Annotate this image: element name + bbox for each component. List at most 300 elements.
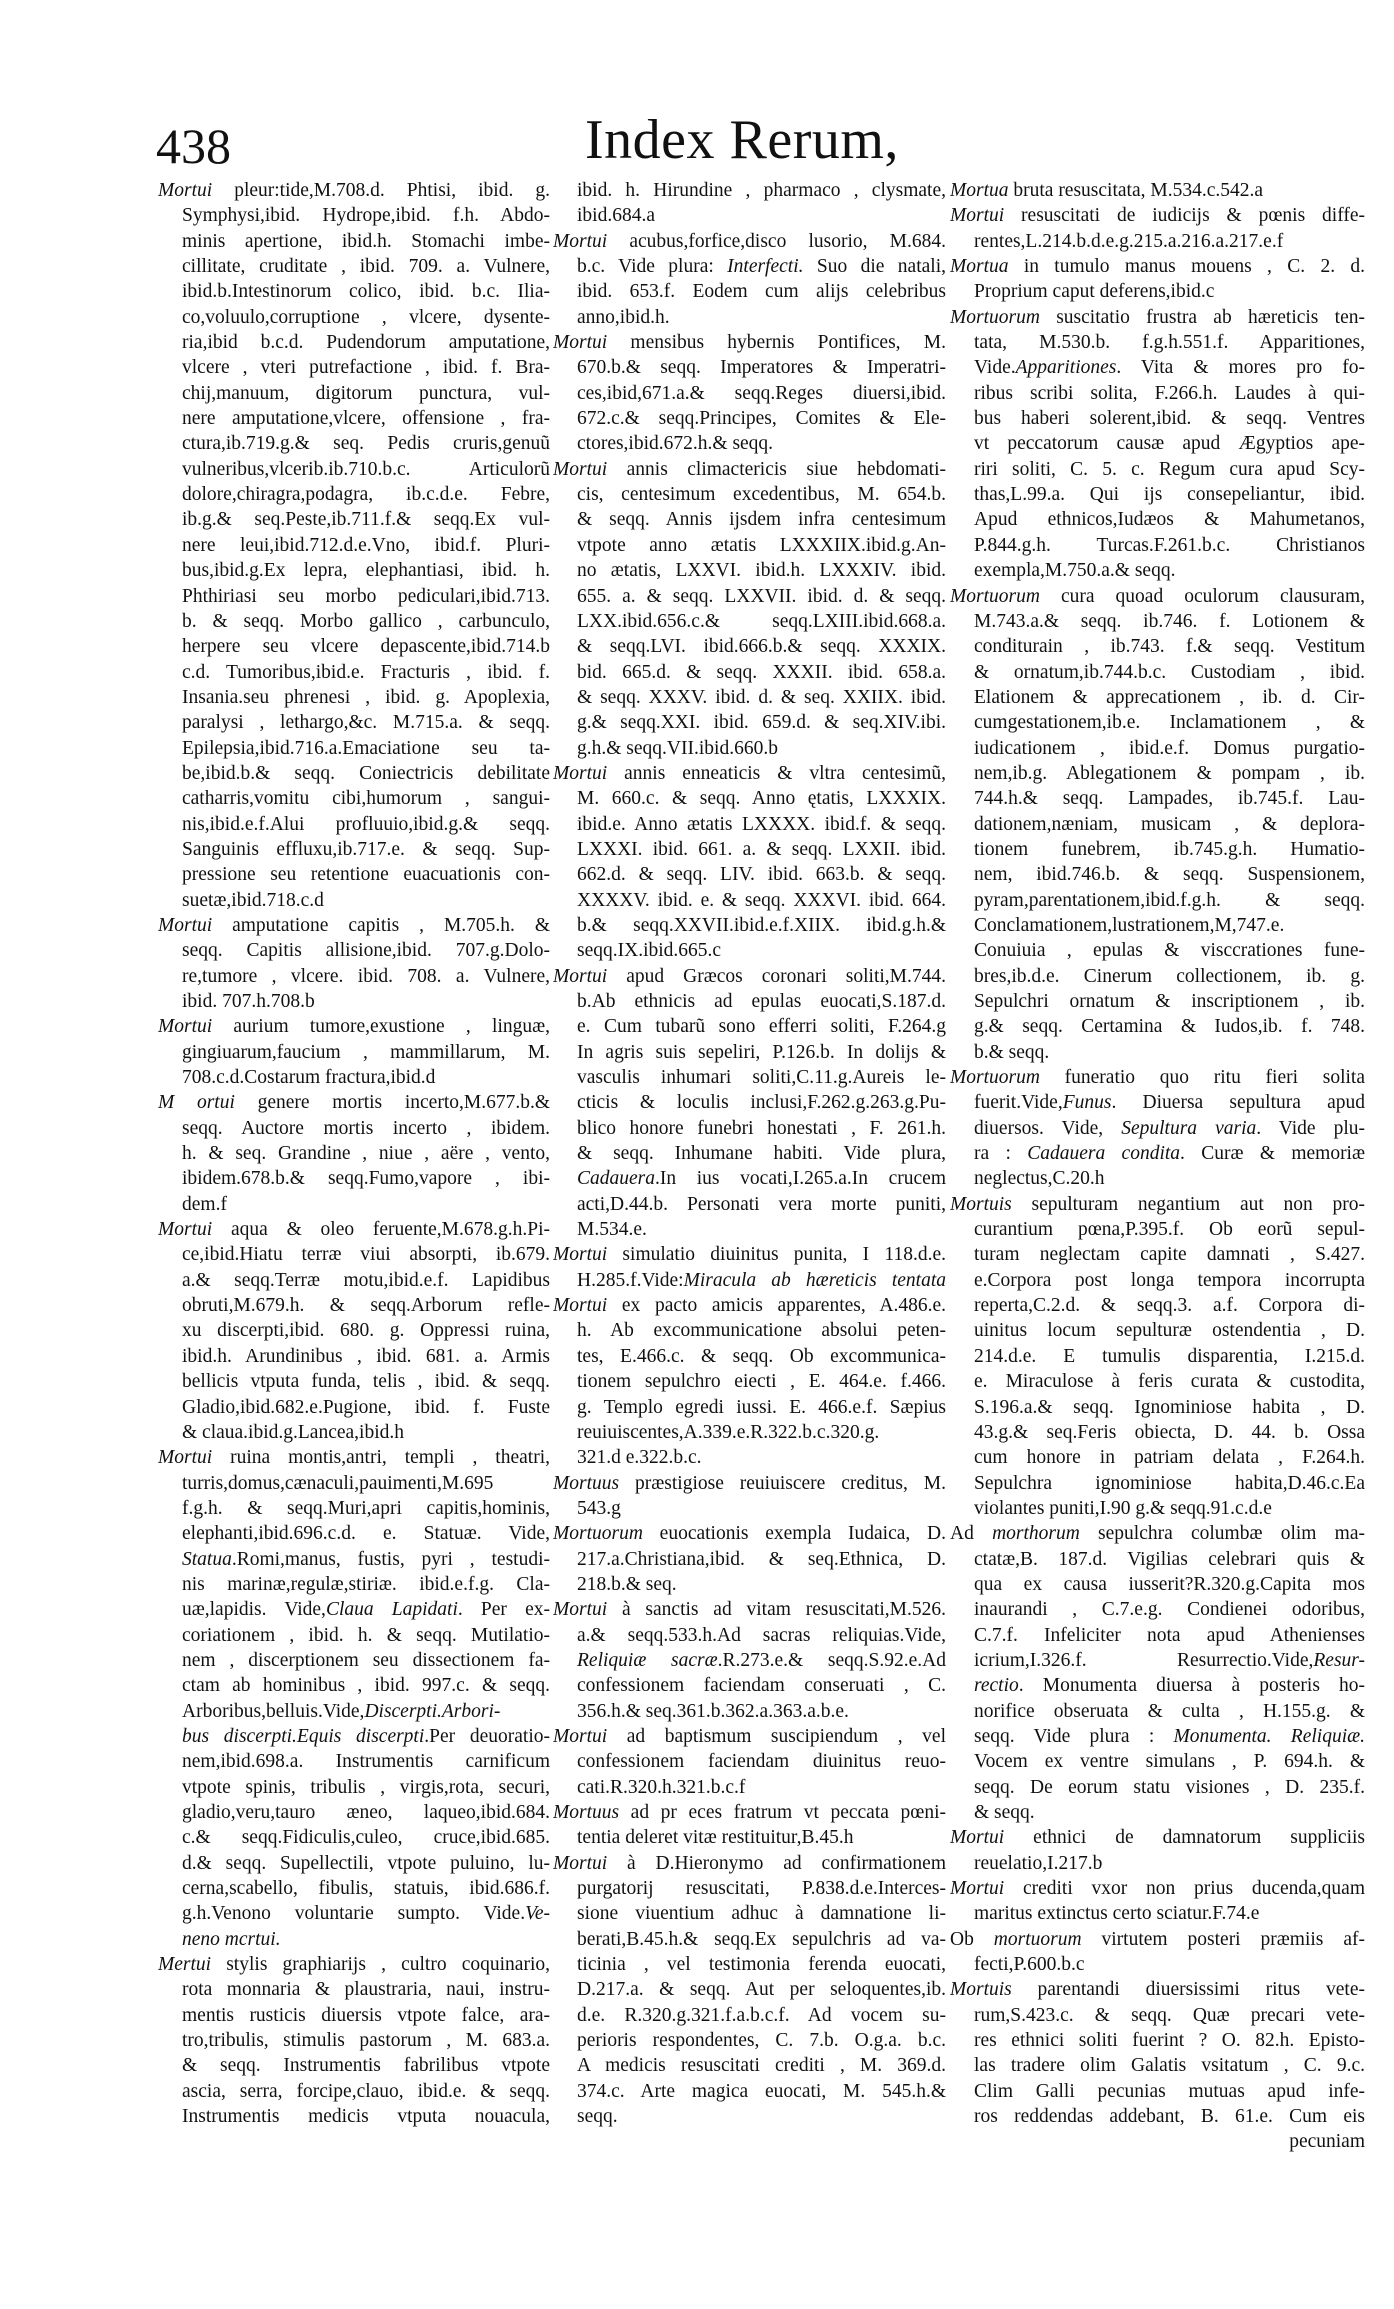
entry-text: ibid.b.Intestinorum colico, ibid. b.c. Ilia- xyxy=(182,281,550,303)
entry-text: dem.f xyxy=(182,1193,227,1215)
index-entry-line xyxy=(158,330,550,355)
entry-text: Instrumentis medicis vtputa nouacula, xyxy=(182,2106,550,2128)
index-entry-line xyxy=(158,229,550,254)
index-entry-heading-line xyxy=(950,1192,1365,1217)
index-entry-line xyxy=(158,1927,550,1952)
index-entry-line xyxy=(553,1090,946,1115)
entry-text: perioris respondentes, C. 7.b. O.g.a. b.c. xyxy=(577,2030,946,2052)
index-entry-heading-line xyxy=(158,1217,550,1242)
entry-text: turris,domus,cænaculi,pauimenti,M.695 xyxy=(182,1472,494,1494)
index-entry-line xyxy=(158,1977,550,2002)
index-entry-line xyxy=(158,1572,550,1597)
entry-text: Phthiriasi seu morbo pediculari,ibid.713. xyxy=(182,585,550,607)
index-entry-line xyxy=(158,1673,550,1698)
entry-text: ticinia , vel testimonia ferenda euocati, xyxy=(577,1954,946,1976)
index-entry-heading-line xyxy=(553,330,946,355)
index-entry-line xyxy=(158,1471,550,1496)
italic-reference: bus discerpti.Equis discerpti xyxy=(182,1725,425,1747)
entry-text: ib.g.& seq.Peste,ib.711.f.& seqq.Ex vul- xyxy=(182,509,550,531)
entry-text: M.534.e. xyxy=(577,1219,647,1241)
entry-text: bus,ibid.g.Ex lepra, elephantiasi, ibid. h. xyxy=(182,560,550,582)
index-entry-line xyxy=(950,558,1365,583)
entry-text: 744.h.& seqq. Lampades, ib.745.f. Lau- xyxy=(974,788,1365,810)
index-entry-line xyxy=(553,710,946,735)
italic-reference: Monumenta. Reliquiæ. xyxy=(1173,1725,1365,1747)
index-entry-line xyxy=(950,507,1365,532)
entry-text: reperta,C.2.d. & seqq.3. a.f. Corpora di- xyxy=(974,1295,1365,1317)
index-entry-heading-line xyxy=(158,178,550,203)
index-entry-line xyxy=(950,1268,1365,1293)
entry-text: In agris suis sepeliri, P.126.b. In dolijs & xyxy=(577,1041,946,1063)
index-entry-line xyxy=(553,786,946,811)
entry-text: D.217.a. & seqq. Aut per seloquentes,ib. xyxy=(577,1979,946,2001)
entry-text: blico honore funebri honestati , F. 261.h. xyxy=(577,1117,946,1139)
index-entry-line xyxy=(553,1775,946,1800)
entry-text: e.Corpora post longa tempora incorrupta xyxy=(974,1269,1365,1291)
entry-text: norifice obseruata & culta , H.155.g. & xyxy=(974,1700,1365,1722)
index-entry-heading-line xyxy=(950,1521,1365,1546)
entry-text: b.& seqq.XXVII.ibid.e.f.XIIX. ibid.g.h.& xyxy=(577,914,946,936)
entry-text: seqq. xyxy=(577,2106,618,2128)
entry-text: g. Templo egredi iussi. E. 466.e.f. Sæpius xyxy=(577,1396,946,1418)
entry-text: fecti,P.600.b.c xyxy=(974,1954,1085,1976)
entry-text: ctura,ib.719.g.& seq. Pedis cruris,genuũ xyxy=(182,433,550,455)
entry-text: resuscitati de iudicijs & pœnis diffe- xyxy=(1004,205,1365,227)
index-entry-line xyxy=(553,1648,946,1673)
entry-text: be,ibid.b.& seqq. Coniectricis debilitate xyxy=(182,762,550,784)
index-entry-line xyxy=(553,178,946,203)
entry-text: nis marinæ,regulæ,stiriæ. ibid.e.f.g. Cla- xyxy=(182,1573,550,1595)
entry-text: M.743.a.& seqq. ib.746. f. Lotionem & xyxy=(974,610,1365,632)
index-entry-line xyxy=(950,2028,1365,2053)
entry-text: gladio,veru,tauro æneo, laqueo,ibid.684. xyxy=(182,1802,550,1823)
index-entry-line xyxy=(158,1496,550,1521)
index-entry-line xyxy=(158,812,550,837)
entry-text: g.& seqq.XXI. ibid. 659.d. & seq.XIV.ibi. xyxy=(577,712,946,734)
entry-text: reuelatio,I.217.b xyxy=(974,1852,1103,1874)
index-entry-line xyxy=(950,2053,1365,2078)
index-entry-line xyxy=(950,964,1365,989)
entry-text: H.285.f.Vide: xyxy=(577,1269,684,1291)
index-entry-line xyxy=(158,1040,550,1065)
italic-reference: Reliquiæ sacræ xyxy=(577,1649,718,1671)
entry-text: Clim Galli pecunias mutuas apud infe- xyxy=(974,2080,1365,2102)
index-entry-line xyxy=(950,761,1365,786)
entry-text: turam neglectam capite damnati , S.427. xyxy=(974,1244,1365,1266)
index-entry-line xyxy=(158,1851,550,1876)
index-entry-line xyxy=(553,1876,946,1901)
entry-text: 655. a. & seqq. LXXVII. ibid. d. & seqq. xyxy=(577,585,946,607)
entry-keyword: Mortuorum xyxy=(553,1523,643,1545)
entry-text: ibid.e. Anno ætatis LXXXX. ibid.f. & seqq. xyxy=(577,813,946,835)
index-entry-line xyxy=(158,431,550,456)
index-entry-line xyxy=(950,1496,1365,1521)
index-entry-heading-line xyxy=(950,584,1365,609)
entry-text: Epilepsia,ibid.716.a.Emaciatione seu ta- xyxy=(182,737,550,759)
entry-text: g.h.Venono voluntarie sumpto. Vide. xyxy=(182,1903,526,1925)
entry-keyword: Mortua xyxy=(950,180,1009,201)
entry-text: confessionem faciendam diuinitus reuo- xyxy=(577,1751,946,1773)
index-entry-line xyxy=(158,1800,550,1825)
entry-text: maritus extinctus certo sciatur.F.74.e xyxy=(974,1903,1260,1925)
entry-text: 670.b.& seqq. Imperatores & Imperatri- xyxy=(577,357,946,379)
index-entry-line xyxy=(950,1141,1365,1166)
entry-text: rota monnaria & plaustraria, naui, instru- xyxy=(182,1979,550,2001)
index-entry-heading-line xyxy=(553,964,946,989)
entry-text: tentia deleret vitæ restituitur,B.45.h xyxy=(577,1827,854,1849)
entry-text: ctores,ibid.672.h.& seqq. xyxy=(577,433,774,455)
entry-text: .Romi,manus, fustis, pyri , testudi- xyxy=(231,1548,550,1570)
index-entry-line xyxy=(158,1065,550,1090)
entry-text: nem, ibid.746.b. & seqq. Suspensionem, xyxy=(974,864,1365,886)
index-entry-line xyxy=(950,1420,1365,1445)
index-entry-line xyxy=(950,1090,1365,1115)
entry-text: nem,ibid.698.a. Instrumentis carnificum xyxy=(182,1751,550,1773)
entry-text: virtutem posteri præmiis af- xyxy=(1081,1928,1365,1950)
index-entry-line xyxy=(553,1547,946,1572)
entry-text: ibid. 707.h.708.b xyxy=(182,991,315,1012)
entry-text: ce,ibid.Hiatu terræ viui absorpti, ib.679. xyxy=(182,1244,550,1266)
entry-text: cticis & loculis inclusi,F.262.g.263.g.Pu- xyxy=(577,1092,946,1114)
entry-text: ribus scribi solita, F.266.h. Laudes à qui- xyxy=(974,382,1365,404)
index-entry-line xyxy=(158,1318,550,1343)
index-entry-line xyxy=(158,1242,550,1267)
index-entry-line xyxy=(553,634,946,659)
entry-keyword: Mortui xyxy=(553,762,608,784)
index-entry-line xyxy=(950,1217,1365,1242)
entry-keyword: Mortuorum xyxy=(950,1067,1040,1089)
entry-text: nere leui,ibid.712.d.e.Vno, ibid.f. Pluri- xyxy=(182,534,550,556)
entry-text: sepulturam negantium aut non pro- xyxy=(1011,1193,1365,1215)
entry-text: neglectus,C.20.h xyxy=(974,1168,1105,1190)
entry-keyword: Mortui xyxy=(553,1295,608,1317)
entry-text: tionem sepulchro eiecti , E. 464.e. f.466. xyxy=(577,1371,946,1393)
index-entry-heading-line xyxy=(158,1014,550,1039)
index-entry-line xyxy=(158,1395,550,1420)
entry-text: . Vide plu- xyxy=(1256,1117,1365,1139)
entry-text: acubus,forfice,disco lusorio, M.684. xyxy=(607,230,946,252)
index-entry-line xyxy=(158,1648,550,1673)
entry-text: C.7.f. Infeliciter nota apud Athenienses xyxy=(974,1624,1365,1646)
index-entry-heading-line xyxy=(950,1876,1365,1901)
index-entry-heading-line xyxy=(553,1724,946,1749)
index-entry-line xyxy=(158,1293,550,1318)
index-entry-line xyxy=(553,609,946,634)
entry-text: cillitate, cruditate , ibid. 709. a. Vulnere, xyxy=(182,256,550,278)
entry-text: bid. 665.d. & seqq. XXXII. ibid. 658.a. xyxy=(577,661,946,683)
entry-text: ethnici de damnatorum suppliciis xyxy=(1004,1827,1365,1849)
index-entry-heading-line xyxy=(950,305,1365,330)
index-entry-heading-line xyxy=(950,1065,1365,1090)
index-entry-line xyxy=(158,381,550,406)
index-entry-line xyxy=(950,1749,1365,1774)
entry-text: cumgestationem,ib.e. Inclamationem , & xyxy=(974,712,1365,734)
index-entry-line xyxy=(158,1547,550,1572)
entry-text: euocationis exempla Iudaica, D. xyxy=(642,1523,946,1545)
italic-reference: Apparitiones xyxy=(1015,357,1117,379)
index-entry-line xyxy=(950,381,1365,406)
index-entry-line xyxy=(158,837,550,862)
entry-text: . Diuersa sepultura apud xyxy=(1111,1092,1365,1114)
index-entry-line xyxy=(158,1141,550,1166)
index-entry-line xyxy=(950,710,1365,735)
entry-keyword: Mortui xyxy=(553,332,608,354)
index-entry-line xyxy=(158,761,550,786)
entry-text: ibidem.678.b.& seqq.Fumo,vapore , ibi- xyxy=(182,1168,550,1190)
entry-text: h. Ab excommunicatione absolui peten- xyxy=(577,1320,946,1342)
index-entry-line xyxy=(950,1952,1365,1977)
index-entry-line xyxy=(553,837,946,862)
index-entry-line xyxy=(950,1724,1365,1749)
entry-text: h. & seq. Grandine , niue , aëre , vento, xyxy=(182,1143,550,1165)
entry-text: uæ,lapidis. Vide, xyxy=(182,1599,326,1621)
entry-keyword: Mortuorum xyxy=(950,306,1040,328)
index-entry-line xyxy=(950,685,1365,710)
entry-text: 217.a.Christiana,ibid. & seq.Ethnica, D. xyxy=(577,1548,946,1570)
page-title: Index Rerum, xyxy=(585,109,899,171)
entry-text: cis, centesimum excedentibus, M. 654.b. xyxy=(577,484,946,506)
index-entry-line xyxy=(950,634,1365,659)
index-entry-line xyxy=(158,355,550,380)
index-entry-line xyxy=(158,507,550,532)
index-entry-line xyxy=(950,1775,1365,1800)
index-entry-line xyxy=(950,609,1365,634)
entry-keyword: Mortui xyxy=(158,1447,213,1469)
entry-text: e. Miraculose à feris curata & custodita, xyxy=(974,1371,1365,1393)
entry-text: & seqq. Inhumane habiti. Vide plura, xyxy=(577,1143,946,1165)
index-entry-line xyxy=(158,203,550,228)
entry-text: minis apertione, ibid.h. Stomachi imbe- xyxy=(182,230,550,252)
index-entry-line xyxy=(158,2028,550,2053)
index-entry-heading-line xyxy=(950,1927,1365,1952)
index-entry-line xyxy=(158,1775,550,1800)
index-entry-line xyxy=(553,685,946,710)
entry-text: ad baptismum suscipiendum , vel xyxy=(607,1725,946,1747)
index-entry-line xyxy=(158,1268,550,1293)
entry-text: violantes puniti,I.90 g.& seqq.91.c.d.e xyxy=(974,1497,1272,1519)
entry-text: seqq. De eorum statu visiones , D. 235.f. xyxy=(974,1776,1365,1798)
entry-text: gingiuarum,faucium , mammillarum, M. xyxy=(182,1041,550,1063)
entry-text: ros reddendas addebant, B. 61.e. Cum eis xyxy=(974,2106,1365,2128)
entry-keyword: Mortuus xyxy=(553,1472,620,1494)
index-entry-line xyxy=(553,1065,946,1090)
entry-text: bus haberi solerent,ibid. & seqq. Ventres xyxy=(974,408,1365,430)
entry-text: stylis graphiarijs , cultro coquinario, xyxy=(211,1954,550,1976)
entry-text: .Per deuoratio- xyxy=(424,1725,550,1747)
entry-keyword: Mortui xyxy=(553,230,608,252)
entry-text: Conuiuia , epulas & visccrationes fune- xyxy=(974,940,1365,962)
index-entry-line xyxy=(950,2104,1365,2129)
index-entry-line xyxy=(553,1952,946,1977)
entry-text: Arboribus,belluis.Vide, xyxy=(182,1700,365,1722)
entry-text: LXX.ibid.656.c.& seqq.LXIII.ibid.668.a. xyxy=(577,610,946,632)
index-entry-line xyxy=(553,1572,946,1597)
entry-text: las tradere olim Galatis vsitatum , C. 9.c. xyxy=(974,2055,1365,2077)
index-entry-heading-line xyxy=(553,457,946,482)
index-entry-line xyxy=(950,482,1365,507)
entry-text: b.& seqq. xyxy=(974,1041,1050,1063)
entry-text: purgatorij resuscitati, P.838.d.e.Interces- xyxy=(577,1878,946,1900)
index-entry-line xyxy=(553,533,946,558)
index-entry-line xyxy=(553,888,946,913)
index-entry-line xyxy=(950,1471,1365,1496)
index-entry-line xyxy=(553,938,946,963)
index-entry-line xyxy=(553,660,946,685)
index-entry-line xyxy=(158,2053,550,2078)
index-entry-line xyxy=(158,558,550,583)
entry-text: Proprium caput deferens,ibid.c xyxy=(974,281,1215,303)
index-entry-line xyxy=(158,964,550,989)
index-entry-line xyxy=(158,1699,550,1724)
index-entry-line xyxy=(553,1420,946,1445)
index-entry-line xyxy=(950,355,1365,380)
entry-text: ctatæ,B. 187.d. Vigilias celebrari quis & xyxy=(974,1548,1365,1570)
index-entry-line xyxy=(158,482,550,507)
index-entry-line xyxy=(158,2003,550,2028)
italic-reference: Discerpti.Arbori- xyxy=(364,1700,501,1722)
italic-reference: Ve- xyxy=(525,1903,550,1925)
index-entry-line xyxy=(950,837,1365,862)
index-entry-heading-line xyxy=(158,1445,550,1470)
index-entry-heading-line xyxy=(553,1851,946,1876)
entry-text: nem , discerptionem seu dissectionem fa- xyxy=(182,1649,550,1671)
index-column-1 xyxy=(158,178,550,2129)
entry-text: vulneribus,vlcerib.ib.710.b.c. Articulorũ xyxy=(182,458,550,480)
index-entry-line xyxy=(158,1521,550,1546)
index-entry-line xyxy=(553,2079,946,2104)
index-entry-line xyxy=(553,558,946,583)
index-entry-heading-line xyxy=(553,1471,946,1496)
entry-text: d.e. R.320.g.321.f.a.b.c.f. Ad vocem su- xyxy=(577,2004,946,2026)
entry-text: & claua.ibid.g.Lancea,ibid.h xyxy=(182,1421,405,1443)
entry-text: 321.d e.322.b.c. xyxy=(577,1447,702,1469)
index-entry-line xyxy=(553,305,946,330)
index-entry-line xyxy=(158,1597,550,1622)
index-entry-line xyxy=(553,1496,946,1521)
index-entry-line xyxy=(158,1116,550,1141)
index-entry-line xyxy=(553,507,946,532)
index-entry-line xyxy=(950,862,1365,887)
index-entry-line xyxy=(553,2053,946,2078)
entry-text: ibid.684.a xyxy=(577,205,655,227)
entry-text: nere amputatione,vlcere, offensione , fra- xyxy=(182,408,550,430)
index-entry-line xyxy=(158,1369,550,1394)
entry-keyword: Mortui xyxy=(950,1827,1005,1849)
index-entry-heading-line xyxy=(553,1597,946,1622)
index-entry-line xyxy=(950,1851,1365,1876)
entry-text: cerna,scabello, fibulis, statuis, ibid.686.f. xyxy=(182,1878,550,1900)
italic-reference: Funus xyxy=(1062,1092,1112,1114)
entry-text: rentes,L.214.b.d.e.g.215.a.216.a.217.e.f xyxy=(974,230,1284,252)
entry-text: dationem,næniam, musicam , & deplora- xyxy=(974,813,1365,835)
entry-text: paralysi , lethargo,&c. M.715.a. & seqq. xyxy=(182,712,550,734)
index-entry-line xyxy=(553,203,946,228)
index-entry-line xyxy=(950,786,1365,811)
index-entry-heading-line xyxy=(158,1090,550,1115)
index-entry-line xyxy=(158,862,550,887)
index-entry-line xyxy=(950,1572,1365,1597)
entry-text: genere mortis incerto,M.677.b.& xyxy=(234,1092,550,1114)
index-entry-line xyxy=(158,736,550,761)
entry-text: Sanguinis effluxu,ib.717.e. & seqq. Sup- xyxy=(182,838,550,860)
index-entry-line xyxy=(950,1116,1365,1141)
index-entry-line xyxy=(158,710,550,735)
entry-text: seqq. Auctore mortis incerto , ibidem. xyxy=(182,1117,550,1139)
entry-text: vtpote anno ætatis LXXXIIX.ibid.g.An- xyxy=(577,534,946,556)
index-entry-line xyxy=(950,406,1365,431)
index-entry-line xyxy=(553,406,946,431)
entry-text: à sanctis ad vitam resuscitati,M.526. xyxy=(607,1599,946,1621)
entry-text: ria,ibid b.c.d. Pudendorum amputatione, xyxy=(182,332,550,354)
italic-reference: rectio xyxy=(974,1675,1019,1697)
entry-text: cura quoad oculorum clausuram, xyxy=(1039,585,1365,607)
index-entry-line xyxy=(950,229,1365,254)
index-entry-line xyxy=(553,1166,946,1191)
index-entry-line xyxy=(553,1141,946,1166)
entry-text: tes, E.466.c. & seqq. Ob excommunica- xyxy=(577,1345,946,1367)
entry-text: Insania.seu phrenesi , ibid. g. Apoplexia, xyxy=(182,686,550,708)
entry-text: 218.b.& seq. xyxy=(577,1573,677,1595)
index-entry-line xyxy=(950,812,1365,837)
entry-text: Apud ethnicos,Iudæos & Mahumetanos, xyxy=(974,509,1365,531)
index-entry-line xyxy=(158,938,550,963)
index-entry-line xyxy=(553,1673,946,1698)
index-entry-line xyxy=(950,1800,1365,1825)
entry-text: ibid. h. Hirundine , pharmaco , clysmate, xyxy=(577,180,946,201)
index-entry-heading-line xyxy=(158,913,550,938)
entry-text: pyram,parentationem,ibid.f.g.h. & seqq. xyxy=(974,889,1365,911)
entry-keyword: Mortuus xyxy=(553,1802,620,1823)
index-entry-line xyxy=(553,736,946,761)
entry-text: sione viuentium adhuc à damnatione li- xyxy=(577,1903,946,1925)
entry-text: co,voluulo,corruptione , vlcere, dysente- xyxy=(182,306,550,328)
index-entry-line xyxy=(158,1724,550,1749)
entry-keyword: Mortui xyxy=(553,458,608,480)
index-entry-line xyxy=(950,888,1365,913)
index-entry-line xyxy=(553,1825,946,1850)
entry-text: xu discerpti,ibid. 680. g. Oppressi ruina, xyxy=(182,1320,550,1342)
index-entry-line xyxy=(553,989,946,1014)
entry-text: à D.Hieronymo ad confirmationem xyxy=(607,1852,946,1874)
entry-keyword: morthorum xyxy=(992,1523,1080,1545)
entry-text: d.& seqq. Supellectili, vtpote puluino, lu- xyxy=(182,1852,550,1874)
entry-text: ctam ab hominibus , ibid. 997.c. & seqq. xyxy=(182,1675,550,1697)
index-entry-line xyxy=(158,2104,550,2129)
index-entry-line xyxy=(553,1901,946,1926)
entry-text: . Curæ & memoriæ xyxy=(1180,1143,1365,1165)
index-entry-line xyxy=(158,1192,550,1217)
entry-text: aurium tumore,exustione , linguæ, xyxy=(212,1016,550,1038)
index-entry-line xyxy=(553,1977,946,2002)
entry-text: bruta resuscitata, M.534.c.542.a xyxy=(1008,180,1264,201)
index-entry-line xyxy=(158,1901,550,1926)
entry-text: & seqq. Instrumentis fabrilibus vtpote xyxy=(182,2055,550,2077)
italic-reference: Cadauera xyxy=(577,1168,655,1190)
index-entry-line xyxy=(158,1876,550,1901)
entry-text: suetæ,ibid.718.c.d xyxy=(182,889,324,911)
entry-text: vtpote spinis, tribulis , virgis,rota, securi, xyxy=(182,1776,550,1798)
entry-text: obruti,M.679.h. & seqq.Arborum refle- xyxy=(182,1295,550,1317)
entry-keyword: Mortui xyxy=(553,965,608,987)
index-entry-line xyxy=(553,1699,946,1724)
entry-text: Vide. xyxy=(974,357,1016,379)
entry-text: Sepulchri ornatum & inscriptionem , ib. xyxy=(974,991,1365,1012)
index-entry-line xyxy=(553,1927,946,1952)
entry-text: 662.d. & seqq. LIV. ibid. 663.b. & seqq. xyxy=(577,864,946,886)
entry-text: funeratio quo ritu fieri solita xyxy=(1039,1067,1365,1089)
entry-text: annis enneaticis & vltra centesimũ, xyxy=(607,762,946,784)
entry-text: Ob xyxy=(950,1928,994,1950)
